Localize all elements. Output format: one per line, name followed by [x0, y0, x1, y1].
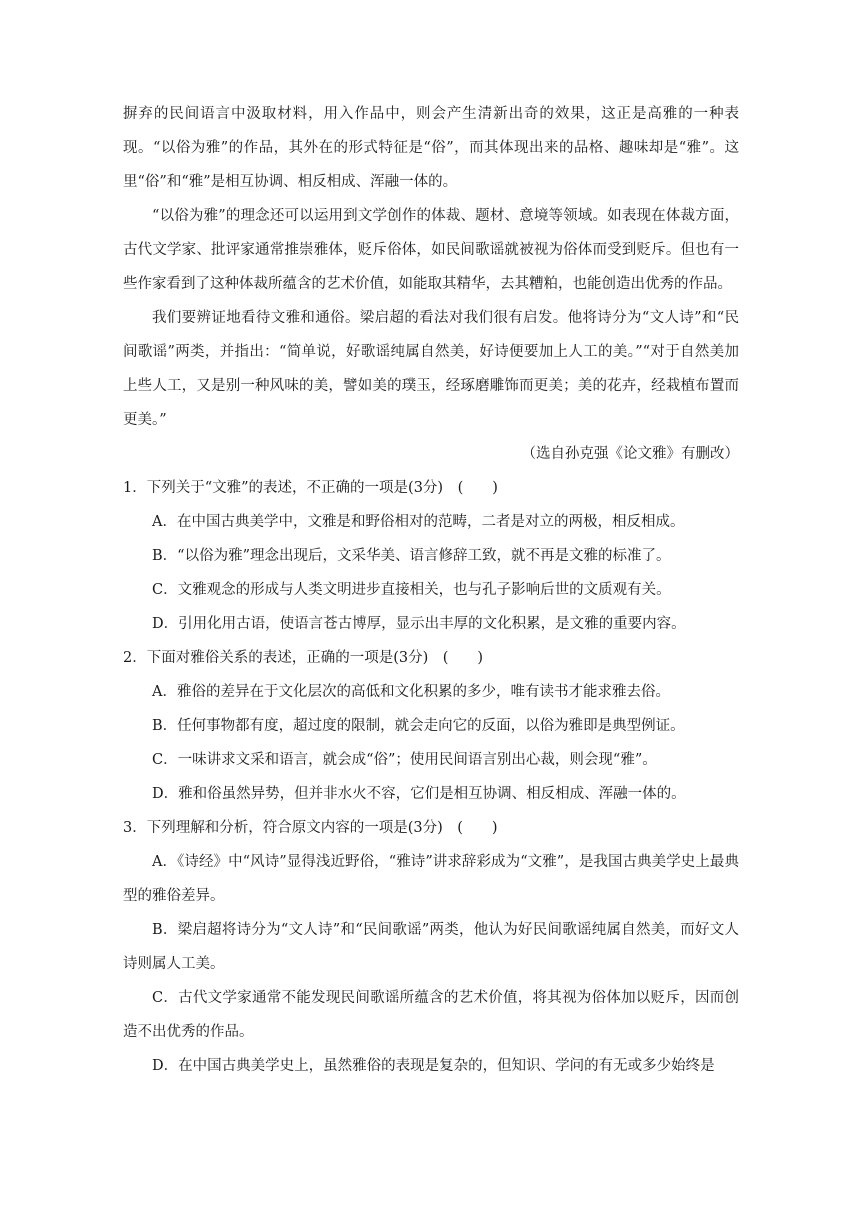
question-1: [123, 471, 739, 641]
option-b: B．梁启超将诗分为“文人诗”和“民间歌谣”两类，他认为好民间歌谣纯属自然美，而好文人诗则属人工美。: [123, 922, 739, 972]
question-stem: 2．下面对雅俗关系的表述，正确的一项是(3分) ( ): [123, 650, 484, 666]
option-a: A．雅俗的差异在于文化层次的高低和文化积累的多少，唯有读书才能求雅去俗。: [152, 684, 670, 700]
question-2: [123, 641, 739, 811]
passage-paragraph-1: 摒弃的民间语言中汲取材料，用入作品中，则会产生清新出奇的效果，这正是高雅的一种表现。“以俗为雅”的作品，其外在的形式特征是“俗”，而其体现出来的品格、趣味却是“雅”。这里“俗”和“雅”是相互协调、相反相成、浑融一体的。: [123, 106, 739, 190]
option-a: A．《诗经》中“风诗”显得浅近野俗，“雅诗”讲求辞彩成为“文雅”，是我国古典美学史上最典型的雅俗差异。: [123, 854, 739, 904]
option-c: C．古代文学家通常不能发现民间歌谣所蕴含的艺术价值，将其视为俗体加以贬斥，因而创造不出优秀的作品。: [123, 990, 739, 1040]
option-d: D．雅和俗虽然异势，但并非水火不容，它们是相互协调、相反相成、浑融一体的。: [152, 786, 686, 802]
option-c: C．一味讲求文采和语言，就会成“俗”；使用民间语言别出心裁，则会现“雅”。: [152, 752, 657, 768]
option-c: C．文雅观念的形成与人类文明进步直接相关，也与孔子影响后世的文质观有关。: [152, 582, 671, 598]
question-stem: 3．下列理解和分析，符合原文内容的一项是(3分) ( ): [123, 820, 498, 836]
passage-paragraph-3: 我们要辨证地看待文雅和通俗。梁启超的看法对我们很有启发。他将诗分为“文人诗”和“民间歌谣”两类，并指出：“简单说，好歌谣纯属自然美，好诗便要加上人工的美。”“对于自然美加上些人工，又是别一种风味的美，譬如美的璞玉，经琢磨雕饰而更美；美的花卉，经栽植布置而更美。”: [123, 310, 739, 428]
option-d: D．在中国古典美学史上，虽然雅俗的表现是复杂的，但知识、学问的有无或多少始终是: [152, 1058, 715, 1074]
passage-paragraph-2: “以俗为雅”的理念还可以运用到文学创作的体裁、题材、意境等领域。如表现在体裁方面，古代文学家、批评家通常推崇雅体，贬斥俗体，如民间歌谣就被视为俗体而受到贬斥。但也有一些作家看到了这种体裁所蕴含的艺术价值，如能取其精华，去其糟粕，也能创造出优秀的作品。: [123, 208, 739, 292]
option-d: D．引用化用古语，使语言苍古博厚，显示出丰厚的文化积累，是文雅的重要内容。: [152, 616, 686, 632]
question-3: [123, 811, 739, 1083]
option-b: B．“以俗为雅”理念出现后，文采华美、语言修辞工致，就不再是文雅的标准了。: [152, 548, 671, 564]
option-b: B．任何事物都有度，超过度的限制，就会走向它的反面，以俗为雅即是典型例证。: [152, 718, 685, 734]
option-a: A．在中国古典美学中，文雅是和野俗相对的范畴，二者是对立的两极，相反相成。: [152, 514, 685, 530]
passage-source: （选自孙克强《论文雅》有删改）: [521, 446, 739, 462]
document-content: [123, 97, 739, 1083]
question-stem: 1．下列关于“文雅”的表述，不正确的一项是(3分) ( ): [123, 480, 498, 496]
